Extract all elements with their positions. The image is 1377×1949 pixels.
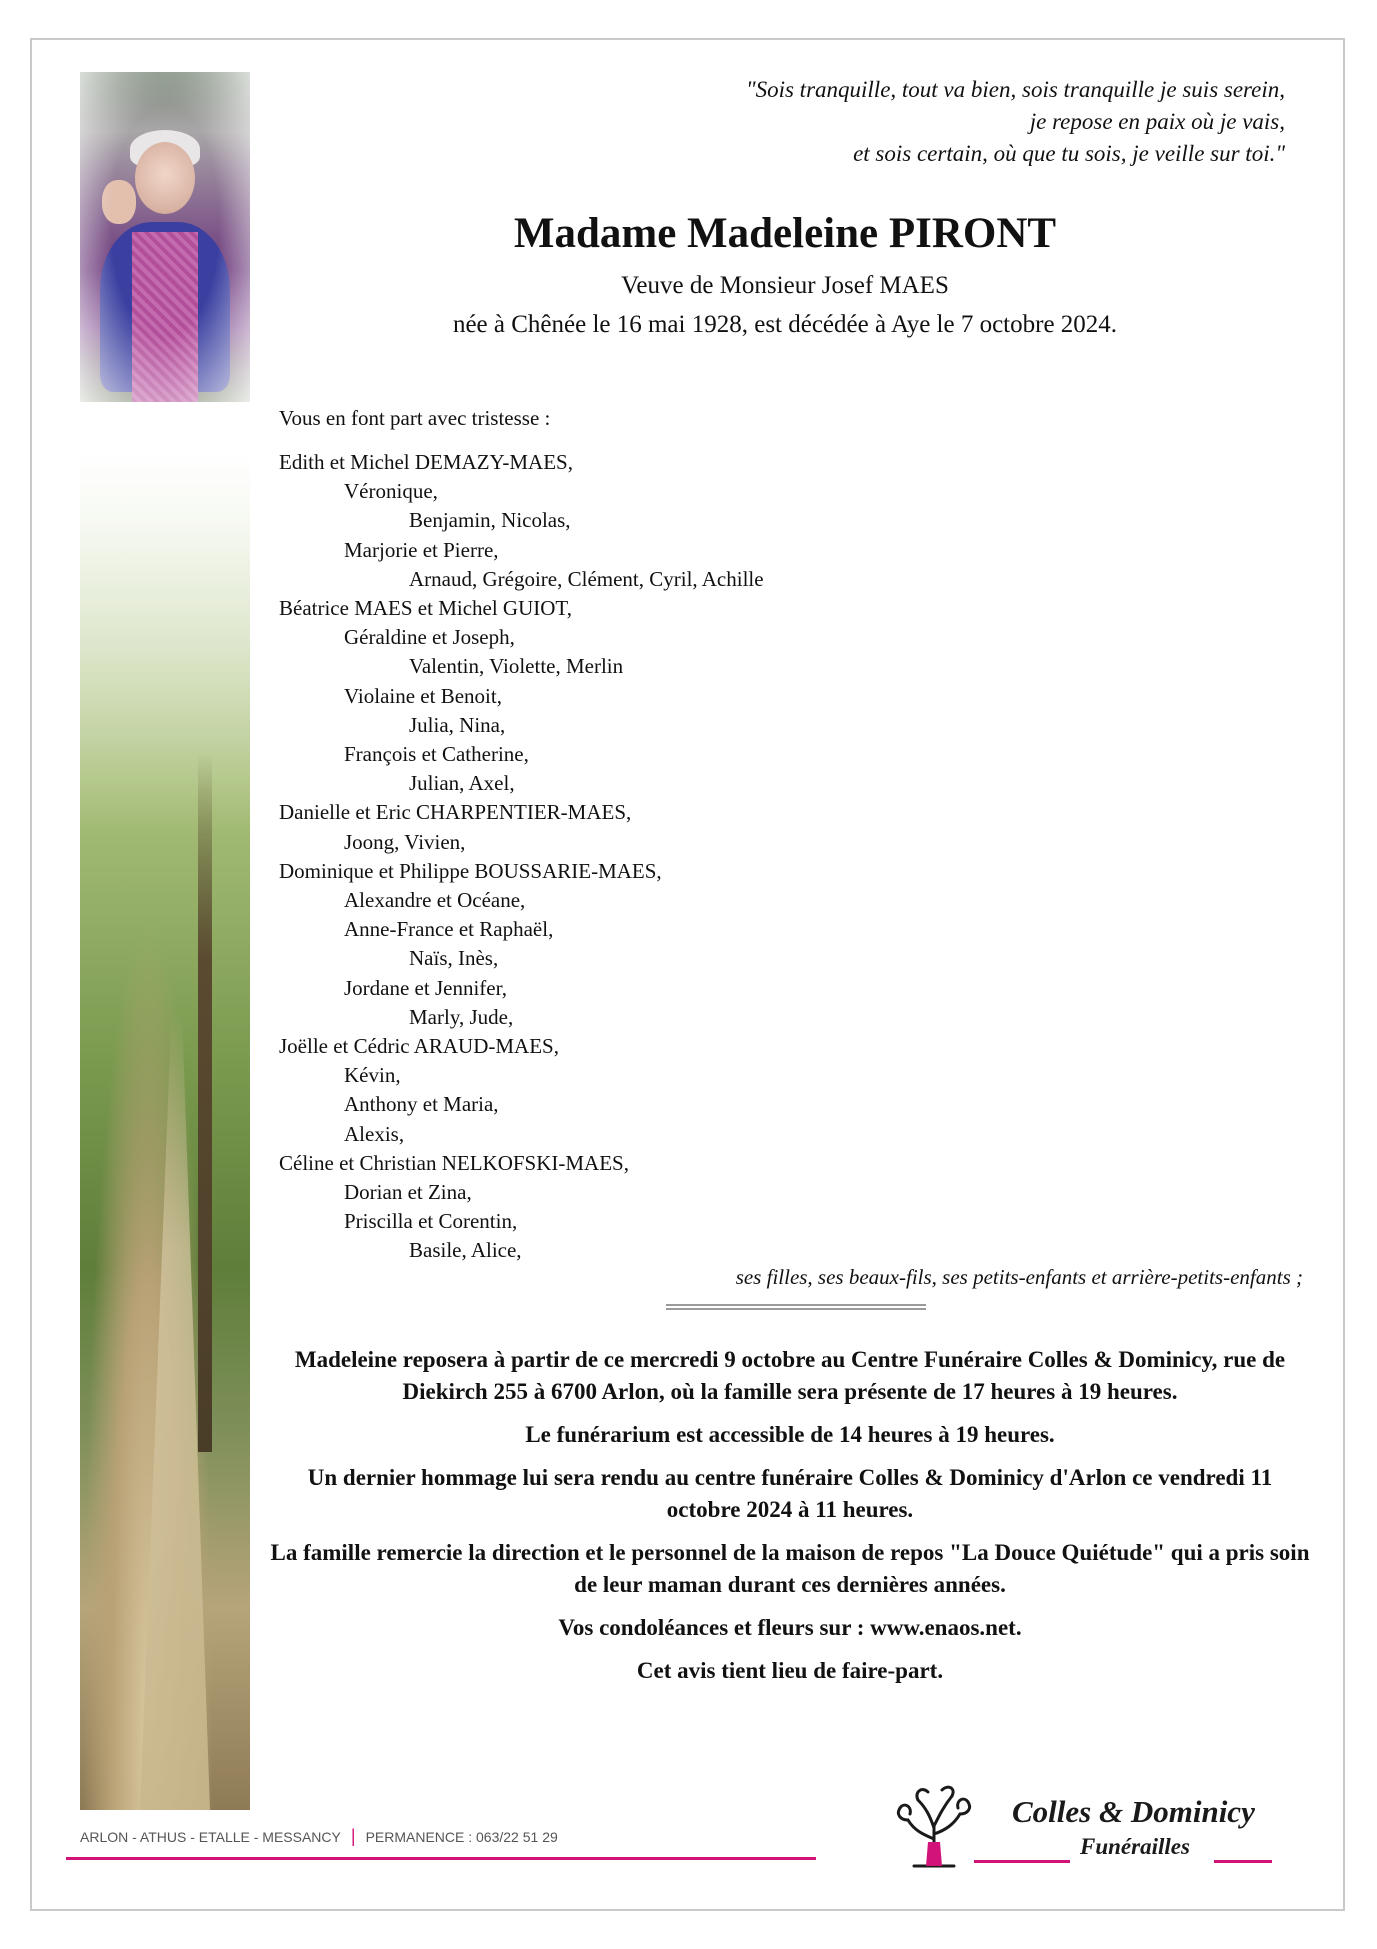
family-member: Kévin, xyxy=(344,1063,401,1088)
family-member: Julia, Nina, xyxy=(409,712,506,737)
family-member: Naïs, Inès, xyxy=(409,946,499,971)
family-member: Marjorie et Pierre, xyxy=(344,537,499,562)
family-member: Véronique, xyxy=(344,479,438,504)
footer-rule xyxy=(66,1857,816,1860)
announcement-intro: Vous en font part avec tristesse : xyxy=(279,406,551,430)
family-member: Edith et Michel DEMAZY-MAES, xyxy=(279,450,573,474)
footer-permanence: PERMANENCE : 063/22 51 29 xyxy=(365,1828,558,1845)
family-member: Valentin, Violette, Merlin xyxy=(409,654,624,679)
brand-name: Colles & Dominicy xyxy=(1012,1794,1255,1829)
notice-visitation: Madeleine reposera à partir de ce mercredi 9 octobre au Centre Funéraire Colles & Dominicy, rue de Diekirch 255 à 6700 Arlon, où la famille sera présente de 17 heures à 19 heures. xyxy=(294,1347,1286,1404)
footer-separator: | xyxy=(350,1826,356,1846)
tree-icon xyxy=(884,1784,984,1874)
quote-line: et sois certain, où que tu sois, je veille sur toi." xyxy=(853,141,1285,166)
forest-path-image xyxy=(80,452,250,1810)
brand-logo xyxy=(884,1784,1284,1874)
deceased-name: Madame Madeleine PIRONT xyxy=(513,210,1057,257)
footer-locations: ARLON - ATHUS - ETALLE - MESSANCY xyxy=(80,1828,341,1845)
family-member: Danielle et Eric CHARPENTIER-MAES, xyxy=(279,800,632,825)
family-member: Marly, Jude, xyxy=(409,1004,514,1029)
family-member: Arnaud, Grégoire, Clément, Cyril, Achille xyxy=(409,566,764,591)
footer-contact xyxy=(80,1826,558,1847)
family-member: Anthony et Maria, xyxy=(344,1092,499,1117)
family-member: Basile, Alice, xyxy=(409,1238,522,1263)
brand-subtitle: Funérailles xyxy=(1080,1834,1190,1859)
poem-quote xyxy=(525,74,1285,170)
notice-faire-part: Cet avis tient lieu de faire-part. xyxy=(636,1658,944,1683)
family-member: Dorian et Zina, xyxy=(344,1180,472,1205)
notice-hours: Le funérarium est accessible de 14 heures à 19 heures. xyxy=(525,1422,1055,1447)
brand-rule-right xyxy=(1214,1860,1272,1863)
widow-of: Veuve de Monsieur Josef MAES xyxy=(621,272,949,299)
birth-death-dates: née à Chênée le 16 mai 1928, est décédée à Aye le 7 octobre 2024. xyxy=(452,311,1118,338)
family-member: Béatrice MAES et Michel GUIOT, xyxy=(279,596,572,621)
brand-rule-left xyxy=(974,1860,1070,1863)
notice-thanks: La famille remercie la direction et le personnel de la maison de repos "La Douce Quiétude" qui a pris soin de leur maman durant ces dernières années. xyxy=(270,1540,1310,1597)
family-member: Anne-France et Raphaël, xyxy=(344,917,554,942)
family-member: Géraldine et Joseph, xyxy=(344,625,515,650)
family-member: Benjamin, Nicolas, xyxy=(409,508,571,533)
family-member: Céline et Christian NELKOFSKI-MAES, xyxy=(279,1150,629,1175)
quote-line: "Sois tranquille, tout va bien, sois tranquille je suis serein, xyxy=(745,77,1285,102)
family-member: Joong, Vivien, xyxy=(344,829,466,854)
notice-condolences: Vos condoléances et fleurs sur : www.enaos.net. xyxy=(558,1615,1022,1640)
family-closing: ses filles, ses beaux-fils, ses petits-enfants et arrière-petits-enfants ; xyxy=(735,1265,1303,1289)
family-member: Violaine et Benoit, xyxy=(344,683,502,708)
family-member: Julian, Axel, xyxy=(409,771,515,796)
portrait-photo xyxy=(80,72,250,402)
quote-line: je repose en paix où je vais, xyxy=(1029,109,1285,134)
family-member: Priscilla et Corentin, xyxy=(344,1209,518,1234)
family-member: Jordane et Jennifer, xyxy=(344,975,508,1000)
double-divider xyxy=(666,1304,926,1310)
family-member: Dominique et Philippe BOUSSARIE-MAES, xyxy=(279,858,662,883)
family-list xyxy=(279,448,764,1266)
family-member: Alexandre et Océane, xyxy=(344,888,526,913)
notice-ceremony: Un dernier hommage lui sera rendu au centre funéraire Colles & Dominicy d'Arlon ce vendredi 11 octobre 2024 à 11 heures. xyxy=(307,1465,1273,1522)
notices xyxy=(270,1344,1310,1698)
family-member: François et Catherine, xyxy=(344,742,529,767)
family-member: Joëlle et Cédric ARAUD-MAES, xyxy=(279,1034,559,1059)
family-member: Alexis, xyxy=(344,1121,405,1146)
